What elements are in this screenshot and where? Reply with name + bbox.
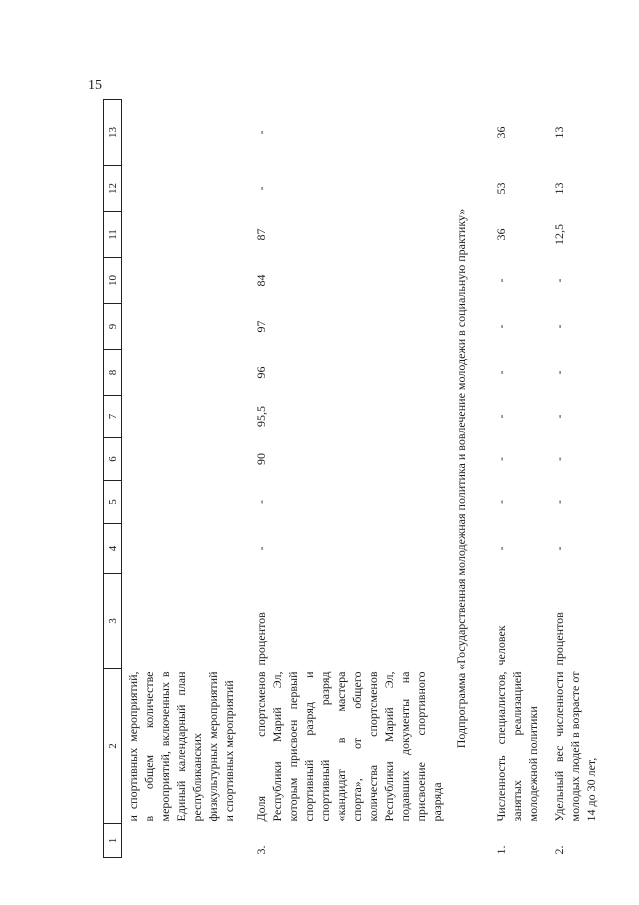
value-cell: 97 <box>254 320 268 333</box>
table-row-2 <box>541 100 599 858</box>
unit-cell: процентов <box>254 612 268 666</box>
table-row-continuation <box>122 100 238 858</box>
page-number: 15 <box>88 78 102 93</box>
value-cell: - <box>254 186 268 191</box>
unit-cell: процентов <box>552 612 566 666</box>
row-num-cell <box>122 824 238 858</box>
unit-cell: человек <box>494 625 508 666</box>
subprogram-row <box>445 100 475 858</box>
col-header-4: 4 <box>104 524 122 574</box>
value-cell: 95,5 <box>254 406 268 427</box>
value-cell: 12,5 <box>552 224 566 245</box>
value-cell: - <box>254 546 268 551</box>
value-cell: - <box>254 130 268 135</box>
col-header-10: 10 <box>104 258 122 304</box>
col-header-2: 2 <box>104 669 122 824</box>
value-cell: - <box>494 546 508 551</box>
col-header-9: 9 <box>104 304 122 350</box>
empty-cells <box>122 100 238 669</box>
indicator-name: Удельный вес численности молодых людей в возрасте от 14 до 30 лет, <box>552 671 598 822</box>
col-header-6: 6 <box>104 438 122 481</box>
value-cell: 53 <box>494 182 508 195</box>
col-header-7: 7 <box>104 396 122 438</box>
row-number: 2. <box>552 845 566 855</box>
col-header-11: 11 <box>104 212 122 258</box>
col-header-1: 1 <box>104 824 122 858</box>
col-header-13: 13 <box>104 100 122 166</box>
value-cell: 90 <box>254 453 268 465</box>
indicator-name: Доля спортсменов Республики Марий Эл, которым присвоен первый спортивный разряд и спортивный разряд «кандидат в мастера спорта», от общего количества спортсменов Республики Марий Эл, подавших документы на присвоение спортивного разряда <box>254 671 444 822</box>
value-cell: 96 <box>254 366 268 379</box>
value-cell: - <box>494 414 508 419</box>
value-cell: - <box>552 500 566 504</box>
subprogram-title: Подпрограмма «Государственная молодежная политика и вовлечение молодежи в социальную практику» <box>454 208 468 749</box>
value-cell: - <box>494 370 508 375</box>
value-cell: - <box>494 457 508 461</box>
value-cell: 84 <box>254 274 268 287</box>
indicator-name: и спортивных мероприятий, в общем количестве мероприятий, включенных в Единый календарный план республиканских физкультурных мероприятий и спортивных мероприятий <box>126 671 236 822</box>
indicator-name: Численность специалистов, занятых реализацией молодежной политики <box>494 671 540 822</box>
value-cell: - <box>254 500 268 504</box>
table-row-3 <box>237 100 445 858</box>
value-cell: - <box>552 324 566 329</box>
value-cell: - <box>552 414 566 419</box>
value-cell: 36 <box>494 126 508 139</box>
value-cell: 13 <box>552 182 566 195</box>
col-header-12: 12 <box>104 166 122 212</box>
value-cell: - <box>552 546 566 551</box>
table-row-1 <box>475 100 541 858</box>
row-number: 1. <box>494 845 508 855</box>
value-cell: - <box>494 500 508 504</box>
col-header-3: 3 <box>104 574 122 669</box>
col-header-5: 5 <box>104 481 122 524</box>
value-cell: - <box>552 370 566 375</box>
indicators-table <box>103 99 599 858</box>
value-cell: 36 <box>494 228 508 241</box>
col-header-8: 8 <box>104 350 122 396</box>
value-cell: - <box>552 278 566 283</box>
row-number: 3. <box>254 845 268 855</box>
header-row <box>104 100 122 858</box>
value-cell: 87 <box>254 228 268 241</box>
value-cell: - <box>494 324 508 329</box>
rotated-table-area <box>103 100 623 858</box>
value-cell: 13 <box>552 126 566 139</box>
value-cell: - <box>552 457 566 461</box>
value-cell: - <box>494 278 508 283</box>
